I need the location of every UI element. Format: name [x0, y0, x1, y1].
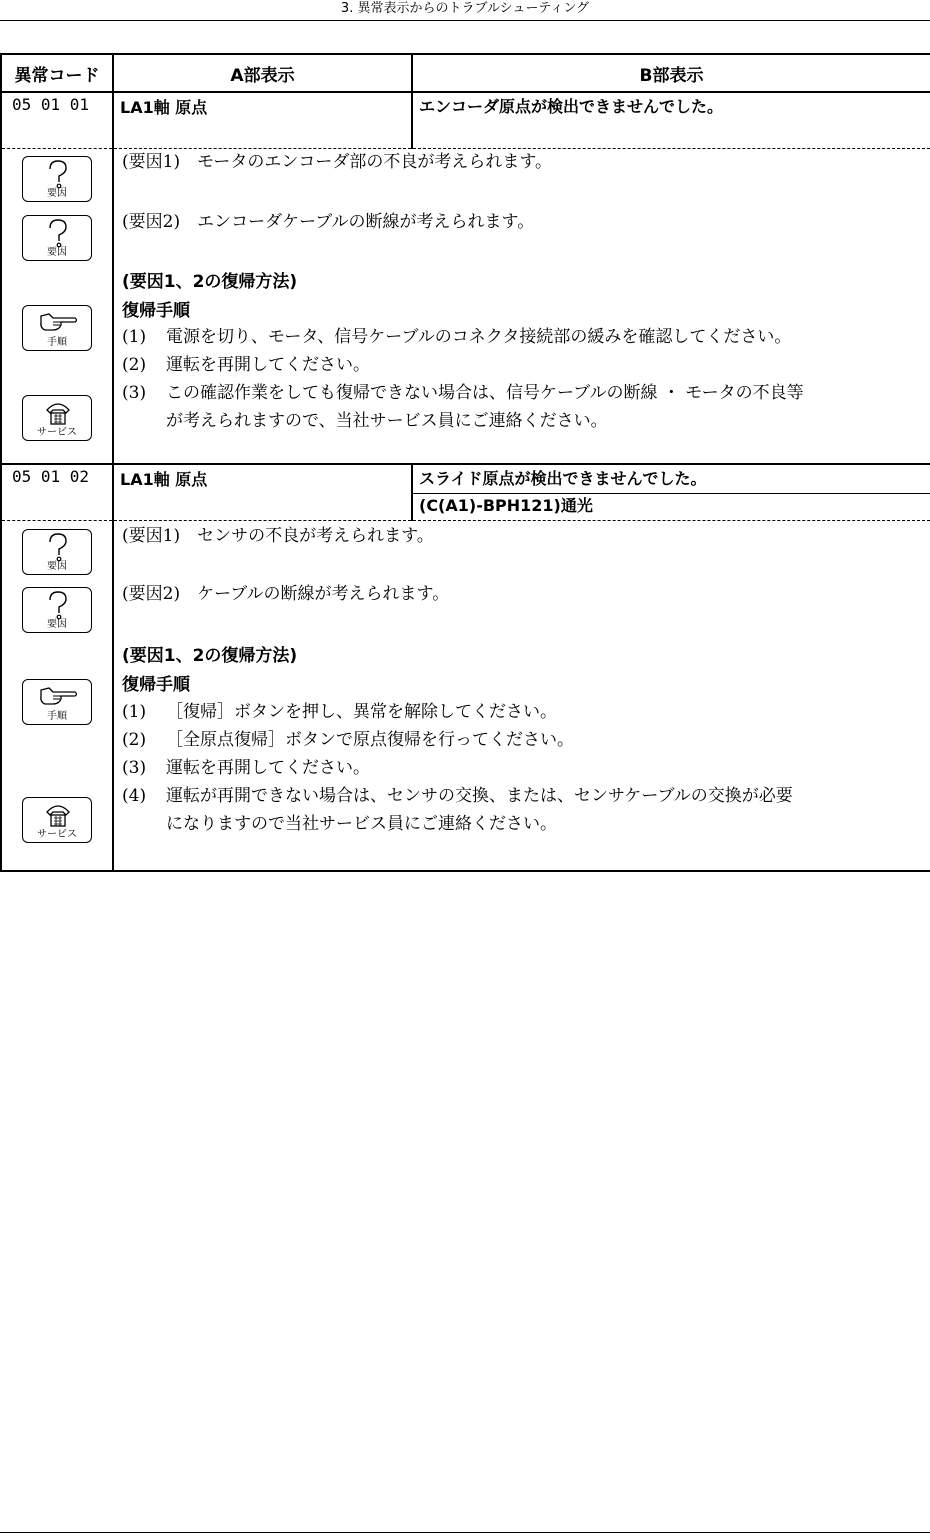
entry-2-icons	[1, 521, 113, 871]
entry-1-b-text: エンコーダ原点が検出できませんでした。	[419, 97, 724, 116]
step-text: この確認作業をしても復帰できない場合は、信号ケーブルの断線 ・ モータの不良等	[166, 382, 804, 403]
entry-2-cause-2: (要因2) ケーブルの断線が考えられます。	[122, 584, 450, 604]
entry-1-step-3	[122, 380, 924, 406]
cause-icon-label: 要因	[47, 561, 67, 572]
service-phone-icon	[22, 797, 92, 843]
entry-2-step-1	[122, 699, 924, 725]
cause-icon	[22, 215, 92, 261]
entry-2-detail-row	[1, 521, 930, 871]
entry-1-cause-1: (要因1) モータのエンコーダ部の不良が考えられます。	[122, 151, 553, 172]
entry-1-step-continuation: が考えられますので、当社サービス員にご連絡ください。	[166, 410, 608, 431]
entry-2-cause-1: (要因1) センサの不良が考えられます。	[122, 526, 434, 546]
step-number: (3)	[122, 382, 147, 403]
entry-2-b-subtext: (C(A1)-BPH121)通光	[413, 493, 930, 520]
step-text: 運転を再開してください。	[166, 758, 370, 778]
entry-2-code: 05 01 02	[1, 464, 113, 521]
table-header-row	[1, 54, 930, 92]
step-text: 運転が再開できない場合は、センサの交換、または、センサケーブルの交換が必要	[166, 786, 793, 806]
entry-2-step-4	[122, 783, 924, 809]
entry-2-header-row	[1, 464, 930, 521]
entry-2-step-2	[122, 727, 924, 753]
page-footer-rule	[0, 1532, 930, 1533]
cause-icon-label: 要因	[47, 187, 67, 199]
col-header-b: B部表示	[412, 54, 930, 92]
pointing-hand-icon	[22, 679, 92, 725]
step-text: ［復帰］ボタンを押し、異常を解除してください。	[166, 702, 557, 722]
entry-1-detail-row	[1, 148, 930, 464]
entry-2-step-3	[122, 755, 924, 781]
cause-icon	[22, 156, 92, 202]
entry-1-body	[113, 148, 930, 464]
entry-2-procedure-heading: 復帰手順	[122, 675, 190, 695]
cause-icon	[22, 587, 92, 633]
step-text: 運転を再開してください。	[166, 354, 370, 375]
step-number: (2)	[122, 354, 147, 375]
step-number: (4)	[122, 786, 147, 806]
step-number: (2)	[122, 730, 147, 750]
step-number: (3)	[122, 758, 147, 778]
service-phone-icon	[22, 395, 92, 441]
entry-1-code: 05 01 01	[1, 92, 113, 148]
page-header: 3. 異常表示からのトラブルシューティング	[0, 0, 930, 21]
step-text: 電源を切り、モータ、信号ケーブルのコネクタ接続部の緩みを確認してください。	[166, 326, 792, 347]
col-header-code: 異常コード	[1, 54, 113, 92]
error-code-table	[0, 53, 930, 872]
procedure-icon-label: 手順	[47, 336, 67, 348]
entry-2-b-display	[412, 464, 930, 521]
entry-2-recovery-heading: (要因1、2の復帰方法)	[122, 646, 298, 666]
entry-2-step-continuation: になりますので当社サービス員にご連絡ください。	[166, 814, 557, 834]
pointing-hand-icon	[22, 305, 92, 351]
entry-1-step-1	[122, 324, 924, 350]
service-icon-label: サービス	[37, 829, 77, 840]
entry-2-a-display: LA1軸 原点	[113, 464, 412, 521]
entry-2-body	[113, 521, 930, 871]
cause-icon-label: 要因	[47, 246, 67, 258]
step-number: (1)	[122, 702, 147, 722]
entry-1-a-display: LA1軸 原点	[113, 92, 412, 148]
cause-icon	[22, 529, 92, 575]
col-header-a: A部表示	[113, 54, 412, 92]
cause-icon-label: 要因	[47, 619, 67, 630]
entry-1-cause-2: (要因2) エンコーダケーブルの断線が考えられます。	[122, 211, 535, 232]
step-text: ［全原点復帰］ボタンで原点復帰を行ってください。	[166, 730, 574, 750]
entry-2-b-text: スライド原点が検出できませんでした。	[419, 469, 707, 488]
entry-1-procedure-heading: 復帰手順	[122, 300, 190, 321]
service-icon-label: サービス	[37, 426, 77, 438]
step-number: (1)	[122, 326, 147, 347]
entry-1-header-row	[1, 92, 930, 148]
entry-1-step-2	[122, 352, 924, 378]
entry-1-b-display	[412, 92, 930, 148]
procedure-icon-label: 手順	[47, 711, 67, 722]
entry-1-recovery-heading: (要因1、2の復帰方法)	[122, 271, 298, 292]
entry-1-icons	[1, 148, 113, 464]
